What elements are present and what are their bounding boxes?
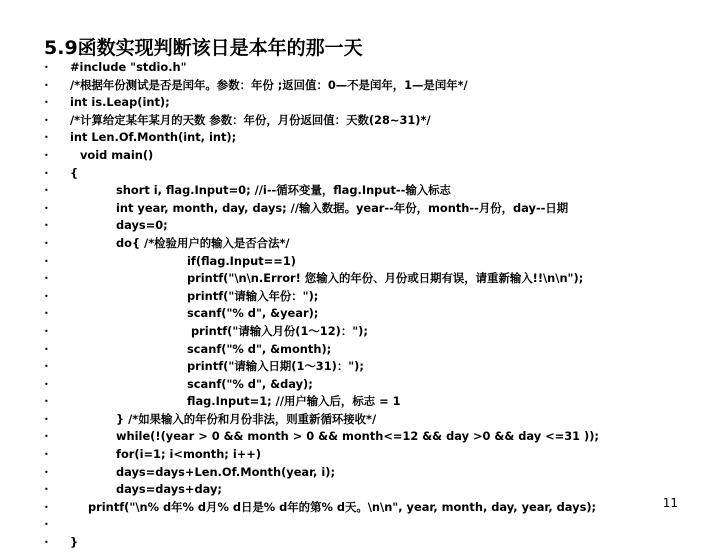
bullet-icon: • [44, 256, 49, 266]
code-line [0, 516, 720, 534]
code-text: while(!(year > 0 && month > 0 && month<=12 && day >0 && day <=31 )); [116, 429, 599, 444]
bullet-icon: • [44, 186, 49, 196]
bullet-icon: • [44, 63, 49, 72]
code-text: } /*如果输入的年份和月份非法，则重新循环接收*/ [116, 411, 377, 426]
bullet-icon: • [44, 344, 49, 354]
code-text: printf("\n\n.Error! 您输入的年份、月份或日期有误，请重新输入!!\n\n"); [187, 271, 584, 286]
code-text: scanf("% d", &month); [187, 341, 332, 356]
code-line [0, 358, 720, 376]
code-line [0, 200, 720, 218]
code-text: int is.Leap(int); [70, 95, 170, 110]
page-number: 11 [662, 496, 678, 510]
code-text: do{ /*检验用户的输入是否合法*/ [116, 235, 290, 250]
code-text: int Len.Of.Month(int, int); [70, 130, 237, 145]
code-text: days=days+Len.Of.Month(year, i); [116, 464, 336, 479]
code-text: #include "stdio.h" [70, 60, 187, 74]
code-line [0, 59, 720, 77]
code-line [0, 165, 720, 183]
code-text: short i, flag.Input=0; //i--循环变量，flag.Input--输入标志 [116, 183, 451, 198]
code-line [0, 393, 720, 411]
code-text: days=days+day; [116, 482, 222, 497]
bullet-icon: • [44, 414, 49, 424]
bullet-icon: • [44, 362, 49, 372]
code-text: printf("请输入年份："); [187, 288, 319, 303]
code-line [0, 341, 720, 359]
bullet-icon: • [44, 203, 49, 213]
bullet-icon: • [44, 432, 49, 442]
code-text: flag.Input=1; //用户输入后，标志 = 1 [187, 394, 401, 409]
bullet-icon: • [44, 450, 49, 460]
bullet-icon: • [44, 221, 49, 231]
code-line [0, 270, 720, 288]
code-line [0, 428, 720, 446]
code-line [0, 446, 720, 464]
code-line [0, 94, 720, 112]
bullet-icon: • [44, 168, 49, 178]
bullet-icon: • [44, 326, 49, 336]
bullet-icon: • [44, 467, 49, 477]
bullet-icon: • [44, 291, 49, 301]
code-line [0, 147, 720, 165]
code-line [0, 323, 720, 341]
code-line [0, 464, 720, 482]
code-line [0, 129, 720, 147]
code-line [0, 499, 720, 517]
code-text: /*根据年份测试是否是闰年。参数：年份 ;返回值：0—不是闰年，1—是闰年*/ [70, 77, 468, 92]
code-line [0, 481, 720, 499]
code-text: int year, month, day, days; //输入数据。year--年份，month--月份，day--日期 [116, 200, 569, 215]
code-line [0, 376, 720, 394]
bullet-icon: • [44, 274, 49, 284]
code-text: printf("\n% d年% d月% d日是% d年的第% d天。\n\n", year, month, day, year, days); [88, 499, 597, 514]
code-text: /*计算给定某年某月的天数 参数：年份，月份返回值：天数(28~31)*/ [70, 112, 431, 127]
bullet-icon: • [44, 98, 49, 108]
bullet-icon: • [44, 80, 49, 90]
code-line [0, 411, 720, 429]
code-text: days=0; [116, 218, 168, 233]
code-line [0, 534, 720, 552]
code-list [0, 59, 720, 552]
code-line [0, 305, 720, 323]
code-line [0, 235, 720, 253]
code-text: if(flag.Input==1) [187, 253, 296, 268]
bullet-icon: • [44, 309, 49, 319]
code-text: { [70, 165, 79, 180]
code-text: scanf("% d", &year); [187, 306, 319, 321]
bullet-icon: • [44, 485, 49, 495]
bullet-icon: • [44, 115, 49, 125]
slide-title: 5.9函数实现判断该日是本年的那一天 [44, 37, 363, 59]
code-line [0, 112, 720, 130]
bullet-icon: • [44, 520, 49, 530]
bullet-icon: • [44, 150, 49, 160]
code-line [0, 288, 720, 306]
code-text: void main() [80, 147, 154, 162]
bullet-icon: • [44, 379, 49, 389]
bullet-icon: • [44, 502, 49, 512]
code-text: } [70, 535, 79, 550]
code-text: printf("请输入日期(1～31)："); [187, 359, 364, 374]
code-line [0, 182, 720, 200]
code-text: for(i=1; i<month; i++) [116, 447, 262, 462]
code-text: printf("请输入月份(1～12)："); [191, 323, 368, 338]
bullet-icon: • [44, 133, 49, 143]
code-line [0, 77, 720, 95]
bullet-icon: • [44, 538, 49, 548]
bullet-icon: • [44, 397, 49, 407]
code-text: scanf("% d", &day); [187, 376, 313, 391]
code-line [0, 217, 720, 235]
bullet-icon: • [44, 238, 49, 248]
code-line [0, 253, 720, 271]
